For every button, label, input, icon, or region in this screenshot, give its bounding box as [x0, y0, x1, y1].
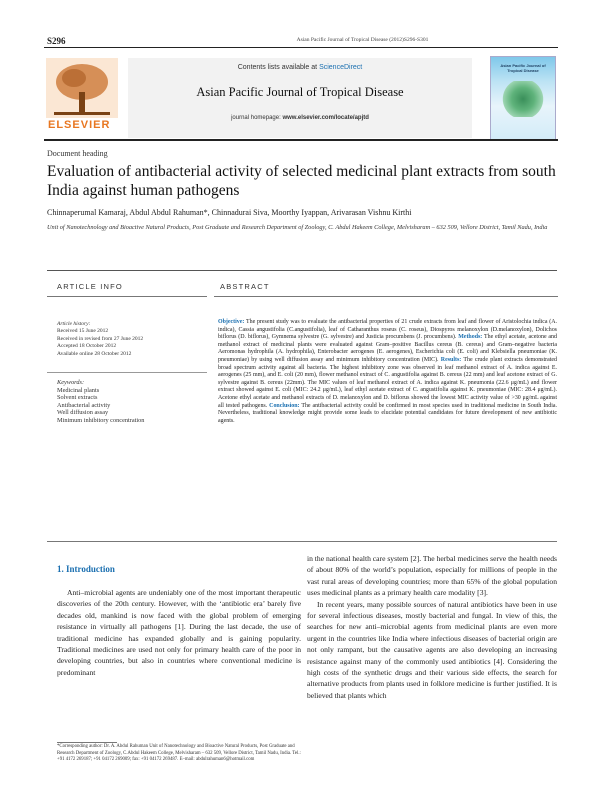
corresponding-author-footnote: *Corresponding author: Dr. A. Abdul Rahuman Unit of Nanotechnology and Bioactive Natural Products, Post Graduate and Research Department of Zoology, C.Abdul Hakeem College, Melvisharam – 632 509, Vellore District, Tamil Nadu, India. Tel.: +91 4172 269187; +91 04172 269009; fax: +91 04172 269487. E–mail: abdulrahuman6@hotmail.com [57, 744, 301, 762]
article-title: Evaluation of antibacterial activity of selected medicinal plant extracts from south India against human pathogens [47, 163, 556, 199]
methods-label: Methods: [458, 334, 483, 341]
paragraph: In recent years, many possible sources of natural antibiotics have been in use for several infectious diseases, mostly bacterial and fungal. In view of this, the searches for new anti–microbial agents from medicinal plants are even more urgent in the countries like India where infectious diseases of bacterial origin are not only rampant, but the causative agents are also developing an increasing resistance against many of the commonly used antibiotics [4]. Considering the high costs of the synthetic drugs and their various side effects, the search for alternative products from plants used in folklore medicine is further justified. It is believed that plants which [307, 599, 557, 700]
body-column-right [307, 553, 557, 701]
article-history [57, 321, 207, 358]
journal-homepage [128, 115, 472, 121]
publisher-logo-text: ELSEVIER [48, 119, 111, 131]
keywords-heading: Keywords: [57, 379, 85, 386]
divider [47, 372, 207, 373]
affiliation: Unit of Nanotechnology and Bioactive Natural Products, Post Graduate and Research Department of Zoology, C. Abdul Hakeem College, Melvisharam – 632 509, Vellore District, Tamil Nadu, India [47, 224, 548, 231]
journal-info-box [128, 58, 472, 138]
objective-text: The present study was to evaluate the antibacterial properties of 21 crude extracts from leaf and flower of Aristolochia indica (A. indica), Cassia angustifolia (C.angustifolia), leaf of Catharanthus roseus (C. roseus), Diospyros melanoxylon (D.melanoxylon), Dolichos biflorus (D. biflorus), Gymnema sylvestre (G. sylvestre) and Justicia procumbens (J. procumbens). [218, 319, 557, 341]
elsevier-tree-logo [46, 58, 118, 118]
history-item: Received 15 June 2012 [57, 328, 109, 335]
keywords [57, 379, 207, 425]
abstract-body [218, 319, 557, 425]
cover-title: Asian Pacific Journal of Tropical Disease [500, 63, 546, 73]
page-number: S296 [47, 36, 66, 46]
keyword: Medicinal plants [57, 386, 100, 394]
paragraph: in the national health care system [2]. The herbal medicines serve the health needs of about 80% of the world’s population, especially for millions of people in the vast rural areas of developing countries; more than 65% of the global population uses medicinal plants as a primary health care modality [3]. [307, 554, 557, 598]
divider [47, 270, 557, 271]
doc-heading: Document heading [47, 149, 108, 158]
objective-label: Objective: [218, 319, 245, 325]
history-item: Available online 28 October 2012 [57, 350, 132, 357]
history-item: Received in revised from 27 June 2012 [57, 335, 144, 342]
divider [44, 139, 558, 141]
keyword: Well diffusion assay [57, 409, 109, 417]
article-info-heading: ARTICLE INFO [57, 282, 123, 291]
running-head: Asian Pacific Journal of Tropical Disease (2012)S296-S301 [296, 37, 429, 43]
cover-image [501, 81, 545, 117]
footnote-rule [57, 742, 117, 743]
contents-line [128, 64, 472, 71]
results-text: The crude plant extracts demonstrated broad spectrum activity against all bacteria. The highest inhibitory zone was observed in leaf methanol extract of A. indica against E. aerogenes (25 mm), and E. coli (20 mm), flower methanol extract of C. angustifolia against B. cereus (22 mm) and leaf acetone extract of G. sylvestre against B. cereus (22mm). The MIC values of leaf methanol extract of A. indica against K. pneumonia (22.6 μg/mL) and flower extract showed against E. coli (MIC: 24.2 μg/mL), leaf ethyl acetate extract of C. angustifolia against K. pneumoniae (MIC: 28.4 μg/mL). Acetone ethyl acetate and methanol extracts of D. melanoxylon and D. biflorus showed the lowest MIC activity value of >30 μg/mL against all tested pathogens. [218, 356, 558, 409]
conclusion-text: The antibacterial activity could be confirmed in most species used in traditional medicine in South India. Nevertheless, traditional knowledge might provide some leads to elucidate potential candidates for future development of new antibiotic agents. [218, 402, 558, 424]
divider [214, 296, 558, 297]
section-heading-introduction: 1. Introduction [57, 564, 115, 574]
results-label: Results: [440, 356, 462, 363]
contents-prefix: Contents lists available at [237, 64, 320, 71]
journal-name: Asian Pacific Journal of Tropical Disease [196, 85, 404, 99]
history-heading: Article history: [57, 321, 91, 327]
divider [47, 541, 557, 542]
abstract-heading: ABSTRACT [220, 282, 270, 291]
sciencedirect-link[interactable]: ScienceDirect [319, 64, 363, 71]
divider [47, 296, 207, 297]
keyword: Minimum inhibitory concentration [57, 416, 145, 424]
divider [44, 47, 558, 48]
keyword: Antibacterial activity [57, 401, 111, 409]
keyword: Solvent extracts [57, 394, 98, 402]
homepage-prefix: journal homepage: [231, 115, 283, 121]
paragraph: Anti–microbial agents are undeniably one of the most important therapeutic discoveries of the 20th century. However, with the ‘antibiotic era’ barely five decades old, mankind is now faced with the global problem of emerging resistance in virtually all pathogens [1]. During the last decade, the use of traditional medicine has expanded globally and is gaining popularity. Traditional medicines are used not only for primary health care of the poor in developing countries, but also in countries where conventional medicine is predominant [57, 588, 301, 677]
body-column-left [57, 587, 301, 678]
history-item: Accepted 18 October 2012 [57, 343, 117, 350]
journal-cover-thumbnail [490, 56, 556, 140]
homepage-url[interactable]: www.elsevier.com/locate/apjtd [282, 115, 369, 121]
journal-masthead [44, 58, 558, 138]
author-list: Chinnaperumal Kamaraj, Abdul Abdul Rahuman*, Chinnadurai Siva, Moorthy Iyappan, Arivarasan Vishnu Kirthi [47, 208, 412, 217]
methods-text: The ethyl acetate, acetone and methanol extract of medicinal plants were evaluated against Gram–positive Bacillus cereus (B. cereus) and Gram–negative bacteria Aeromonas hydrophila (A. hydrophila), Enterobacter aerogenes (E. aerogenes), Escherichia coli (E. coli) and Klebsiella pneumoniae (K. pneumoniae) by using well diffusion assay and minimum inhibitory concentration (MIC). [218, 334, 557, 363]
conclusion-label: Conclusion: [269, 402, 300, 409]
